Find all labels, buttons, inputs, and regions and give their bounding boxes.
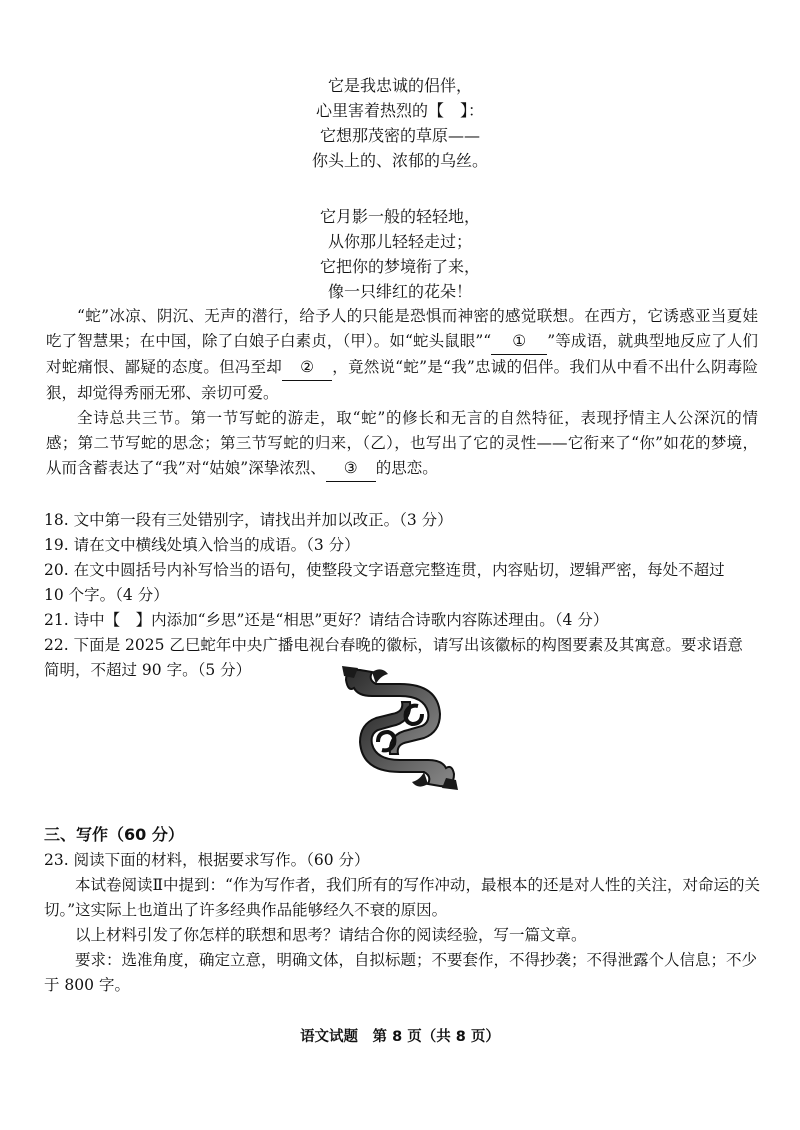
questions-block [44,508,760,683]
question-21: 21. 诗中【 】内添加“乡思”还是“相思”更好？请结合诗歌内容陈述理由。（4 分） [44,611,609,629]
poem-line: 它月影一般的轻轻地， [319,207,480,226]
writing-prompt: 以上材料引发了你怎样的联想和思考？请结合你的阅读经验，写一篇文章。 [75,926,587,944]
passage-paragraph-1 [46,304,758,406]
fill-blank-2: ② [282,355,332,381]
fill-blank-3: ③ [326,456,376,482]
section-title-writing: 三、写作（60 分） [44,825,184,844]
passage-text: ”等成语，就典型地反应了人们对蛇痛恨、鄙疑的态度。但冯至却 [46,332,758,376]
question-22: 22. 下面是 2025 乙巳蛇年中央广播电视台春晚的徽标，请写出该徽标的构图要素及其寓意。要求语意 [44,636,743,654]
analysis-passage [46,304,758,482]
poem-line: 心里害着热烈的【 】： [315,101,484,120]
poem-line: 它想那茂密的草原—— [319,126,480,145]
poem-line: 你头上的、浓郁的乌丝。 [311,151,488,170]
poem-line: 它是我忠诚的侣伴， [327,76,472,95]
poem-line: 它把你的梦境衔了来， [319,257,480,276]
question-18: 18. 文中第一段有三处错别字，请找出并加以改正。（3 分） [44,511,453,529]
poem-line: 从你那儿轻轻走过； [327,232,472,251]
poem-stanza-1 [0,73,800,173]
question-23: 23. 阅读下面的材料，根据要求写作。（60 分） [44,851,370,869]
snake-year-emblem-image [338,662,462,794]
passage-text: ，竟然说“蛇”是“我”忠诚的侣伴。我们从中看不出什么阴毒险狠，却觉得秀丽无邪、亲切可爱。 [46,358,758,402]
writing-block [44,848,760,998]
question-19: 19. 请在文中横线处填入恰当的成语。（3 分） [44,536,360,554]
writing-requirements: 要求：选准角度，确定立意，明确文体，自拟标题；不要套作，不得抄袭；不得泄露个人信息；不少于 800 字。 [44,951,758,994]
writing-material: 本试卷阅读Ⅱ中提到：“作为写作者，我们所有的写作冲动，最根本的还是对人性的关注，对命运的关切。”这实际上也道出了许多经典作品能够经久不衰的原因。 [44,876,760,919]
passage-paragraph-2 [46,406,758,482]
question-22-continued: 简明，不超过 90 字。（5 分） [44,661,252,679]
poem-stanza-2 [0,204,800,304]
poem-line: 像一只绯红的花朵！ [327,282,472,301]
passage-text: 全诗总共三节。第一节写蛇的游走，取“蛇”的修长和无言的自然特征，表现抒情主人公深沉的情感；第二节写蛇的思念；第三节写蛇的归来，（乙），也写出了它的灵性——它衔来了“你”如花的梦境，从而含蓄表达了“我”对“姑娘”深挚浓烈、 [46,409,758,477]
passage-text: 的思恋。 [375,459,438,477]
question-20-continued: 10 个字。（4 分） [44,586,169,604]
fill-blank-1: ① [491,329,547,355]
question-20: 20. 在文中圆括号内补写恰当的语句，使整段文字语意完整连贯，内容贴切，逻辑严密，每处不超过 [44,561,725,579]
passage-text: “蛇”冰凉、阴沉、无声的潜行，给予人的只能是恐惧而神密的感觉联想。在西方，它诱惑亚当夏娃吃了智慧果；在中国，除了白娘子白素贞，（甲）。如“蛇头鼠眼”“ [46,307,758,350]
page-footer: 语文试题 第 8 页（共 8 页） [300,1029,500,1045]
